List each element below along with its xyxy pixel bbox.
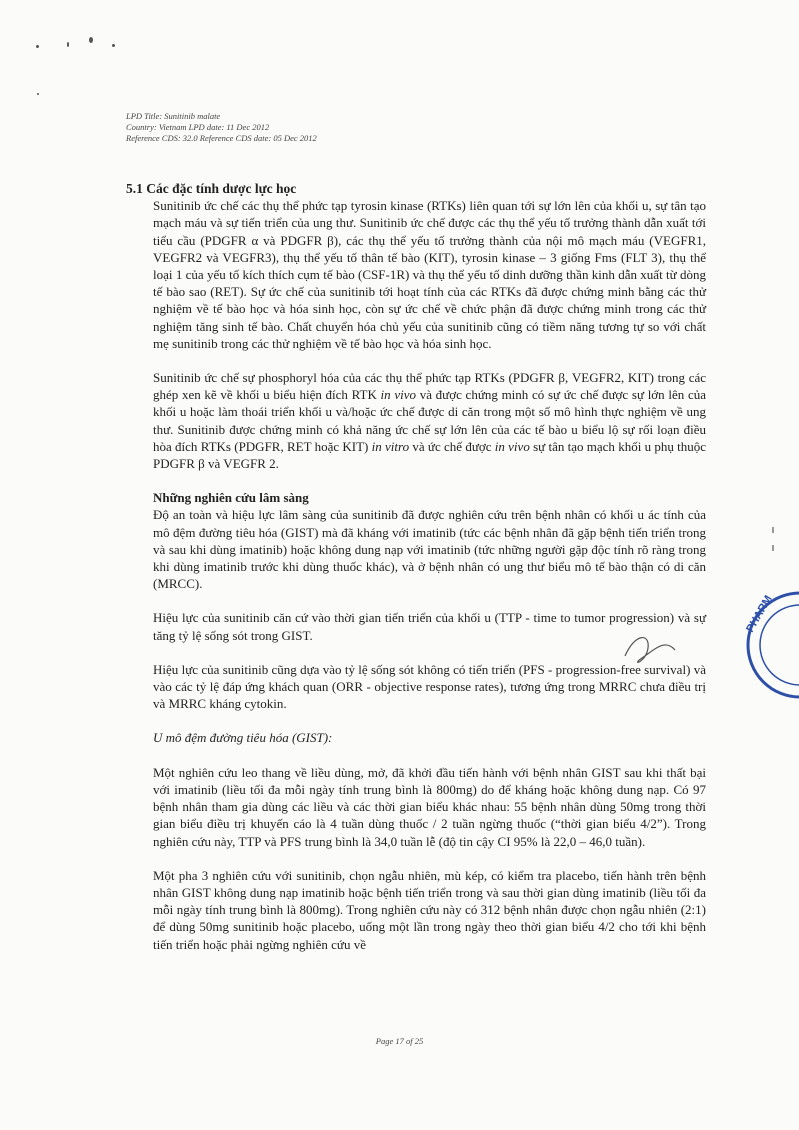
scan-speck [67,42,69,47]
header-country: Country: Vietnam LPD date: 11 Dec 2012 [126,122,270,132]
paragraph-phosphorylation: Sunitinib ức chế sự phosphoryl hóa của các thụ thể phức tạp RTKs (PDGFR β, VEGFR2, KIT) trong các ghép xen kẽ về khối u biểu hiện đích RTK in vivo và được chứng minh có sự ức chế được sự lớn lên của khối u hoặc làm thoái triển khối u và/hoặc ức chế được di căn trong một số mô hình thực nghiệm về ung thư. Sunitinib được chứng minh có khả năng ức chế sự lớn lên của các tế bào u biểu lộ sự rối loạn điều hòa đích RTKs (PDGFR, RET hoặc KIT) in vitro và ức chế được in vivo sự tân tạo mạch khối u phụ thuộc PDGFR β và VEGFR 2. [153,370,707,472]
paragraph-mechanism: Sunitinib ức chế các thụ thể phức tạp tyrosin kinase (RTKs) liên quan tới sự lớn lên của khối u, sự tân tạo mạch máu và sự tiến triển của ung thư. Sunitinib ức chế được các thụ thể yếu tố trưởng thành dẫn xuất tới tiểu cầu (PDGFR α và PDGFR β), các thụ thể yếu tố trưởng thành của nội mô mạch máu (VEGFR1, VEGFR2 và VEGFR3), thụ thể yếu tố thân tế bào (KIT), tyrosin kinase – 3 giống Fms (FLT 3), thụ thể loại 1 của yếu tố kích thích cụm tế bào (CSF-1R) và thụ thể yếu tố dinh dưỡng thần kinh dẫn xuất từ dòng tế bào sao (RET). Sự ức chế của sunitinib tới hoạt tính của các RTKs đã được chứng minh bằng các thử nghiệm về tế bào học và hóa sinh học, còn sự ức chế về chức phận đã được chứng minh trong các thử nghiệm tăng sinh tế bào. Chất chuyển hóa chủ yếu của sunitinib cũng có tiềm năng tương tự so với chất mẹ sunitinib trong các thử nghiệm về tế bào học và hóa sinh học. [153,198,706,351]
document-body [126,180,706,970]
paragraph-dose-escalation: Một nghiên cứu leo thang về liều dùng, mở, đã khởi đầu tiến hành với bệnh nhân GIST sau khi thất bại với imatinib (liều tối đa mỗi ngày tính trung bình là 800mg) do để kháng hoặc không dung nạp. Có 97 bệnh nhân tham gia dùng các liều và các thời gian biểu khác nhau: 55 bệnh nhân dùng 50mg trong thời gian biểu điều trị khuyến cáo là 4 tuần dùng thuốc / 2 tuần ngừng thuốc (“thời gian biểu 4/2”). Trong nghiên cứu này, TTP và PFS trung bình là 34,0 tuần lễ (độ tin cậy CI 95% là 22,0 – 46,0 tuần). [153,764,706,849]
header-reference: Reference CDS: 32.0 Reference CDS date: 05 Dec 2012 [126,133,317,143]
scan-speck [37,93,39,95]
paragraph-phase3: Một pha 3 nghiên cứu với sunitinib, chọn ngẫu nhiên, mù kép, có kiểm tra placebo, tiến hành trên bệnh nhân GIST không dung nạp imatinib hoặc bệnh tiến triển trong và sau thời gian dùng imatinib (liều tối đa mỗi ngày tính trung bình là 800mg). Trong nghiên cứu này có 312 bệnh nhân được chọn ngẫu nhiên (2:1) để dùng 50mg sunitinib hoặc placebo, uống một lần trong ngày theo thời gian biểu 4/2 cho tới khi bệnh tiến triển hoặc phải ngừng nghiên cứu về [153,867,706,952]
section-title: 5.1 Các đặc tính dược lực học [126,181,297,196]
scan-speck [36,45,39,48]
paragraph-safety: Độ an toàn và hiệu lực lâm sàng của sunitinib đã được nghiên cứu trên bệnh nhân có khối u ác tính của mô đệm đường tiêu hóa (GIST) mà đã kháng với imatinib (tức các bệnh nhân đã gặp bệnh tiến triển trong và sau khi dùng imatinib) hoặc không dung nạp với imatinib (tức những người gặp độc tính rõ ràng trong khi dùng imatinib trước khi dùng thuốc khác), và ở bệnh nhân có ung thư biểu mô tế bào thận có di căn (MRCC). [153,507,706,592]
paragraph-efficacy-pfs: Hiệu lực của sunitinib cũng dựa vào tỷ lệ sống sót không có tiến triển (PFS - progression-free survival) và vào các tỷ lệ đáp ứng khách quan (ORR - objective response rates), tương ứng trong MRRC chưa điều trị và MRRC kháng cytokin. [153,661,706,712]
svg-text:PHARM: PHARM [744,593,775,635]
gist-heading: U mô đệm đường tiêu hóa (GIST): [153,730,333,746]
header-title: LPD Title: Sunitinib malate [126,111,221,121]
scan-speck [112,44,115,47]
paragraph-efficacy-ttp: Hiệu lực của sunitinib căn cứ vào thời gian tiến triển của khối u (TTP - time to tumor progression) và sự tăng tỷ lệ sống sót trong GIST. [153,610,706,643]
document-header [126,111,317,144]
signature-mark [620,628,680,668]
clinical-studies-heading: Những nghiên cứu lâm sàng [153,490,309,506]
scan-speck [89,37,93,43]
page-number: Page 17 of 25 [375,1036,424,1046]
stamp-seal [738,585,799,705]
margin-mark [772,545,774,551]
section-content [126,197,706,953]
margin-mark [772,527,774,533]
